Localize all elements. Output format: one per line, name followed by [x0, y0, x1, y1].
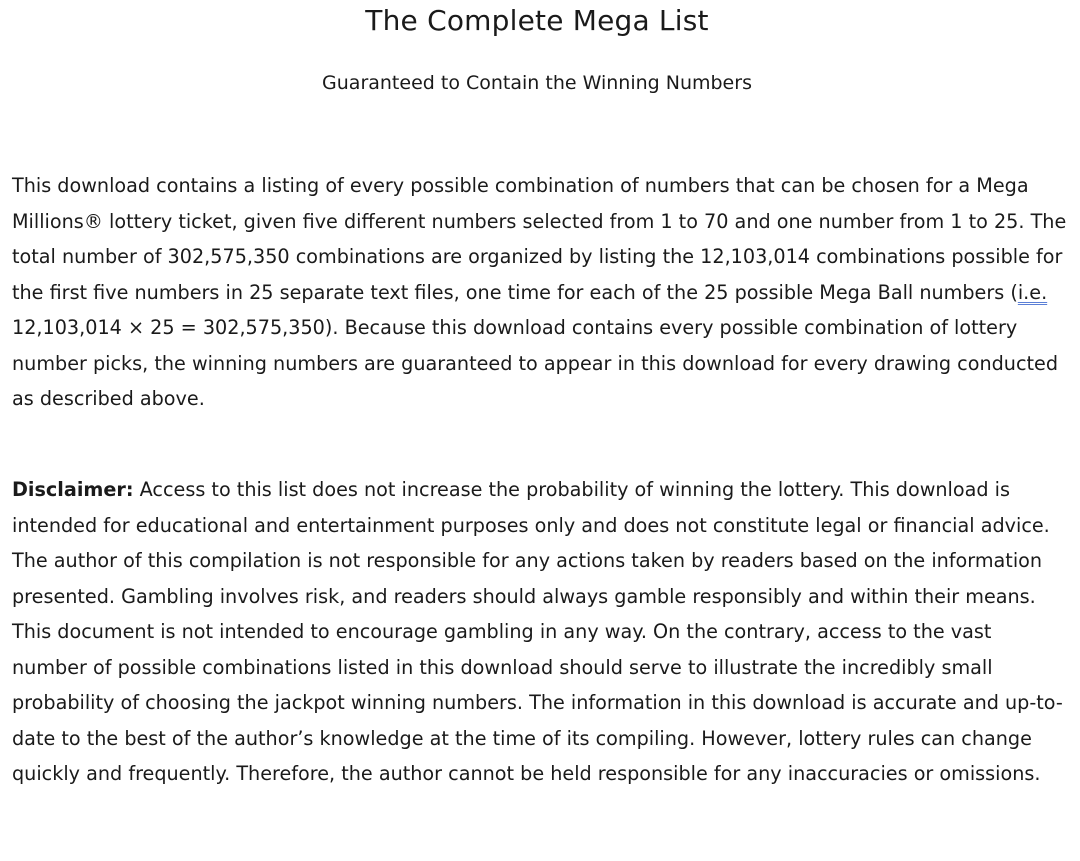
disclaimer-text: Access to this list does not increase the probability of winning the lottery. This download is intended for educational and entertainment purposes only and does not constitute legal or financial advice. The author of this compilation is not responsible for any actions taken by readers based on the information presented. Gambling involves risk, and readers should always gamble responsibly and within their means. This document is not intended to encourage gambling in any way. On the contrary, access to the vast number of possible combinations listed in this download should serve to illustrate the incredibly small probability of choosing the jackpot winning numbers. The information in this download is accurate and up-to-date to the best of the author’s knowledge at the time of its compiling. However, lottery rules can change quickly and frequently. Therefore, the author cannot be held responsible for any inaccuracies or omissions.	[12, 478, 1063, 785]
abbreviation-ie: i.e.	[1017, 280, 1048, 304]
description-text-start: This download contains a listing of every possible combination of numbers that can be chosen for a Mega Millions® lottery ticket, given five different numbers selected from 1 to 70 and one number from 1 to 25. The total number of 302,575,350 combinations are organized by listing the 12,103,014 combinations possible for the first five numbers in 25 separate text files, one time for each of the 25 possible Mega Ball numbers (	[12, 174, 1067, 304]
disclaimer-label: Disclaimer:	[12, 478, 134, 501]
description-paragraph	[12, 168, 1070, 417]
document-subtitle: Guaranteed to Contain the Winning Numbers	[322, 72, 752, 94]
disclaimer-paragraph	[12, 472, 1070, 792]
document-title: The Complete Mega List	[365, 4, 709, 37]
description-text-end: 12,103,014 × 25 = 302,575,350). Because this download contains every possible combination of lottery number picks, the winning numbers are guaranteed to appear in this download for every drawing conducted as described above.	[12, 316, 1059, 410]
